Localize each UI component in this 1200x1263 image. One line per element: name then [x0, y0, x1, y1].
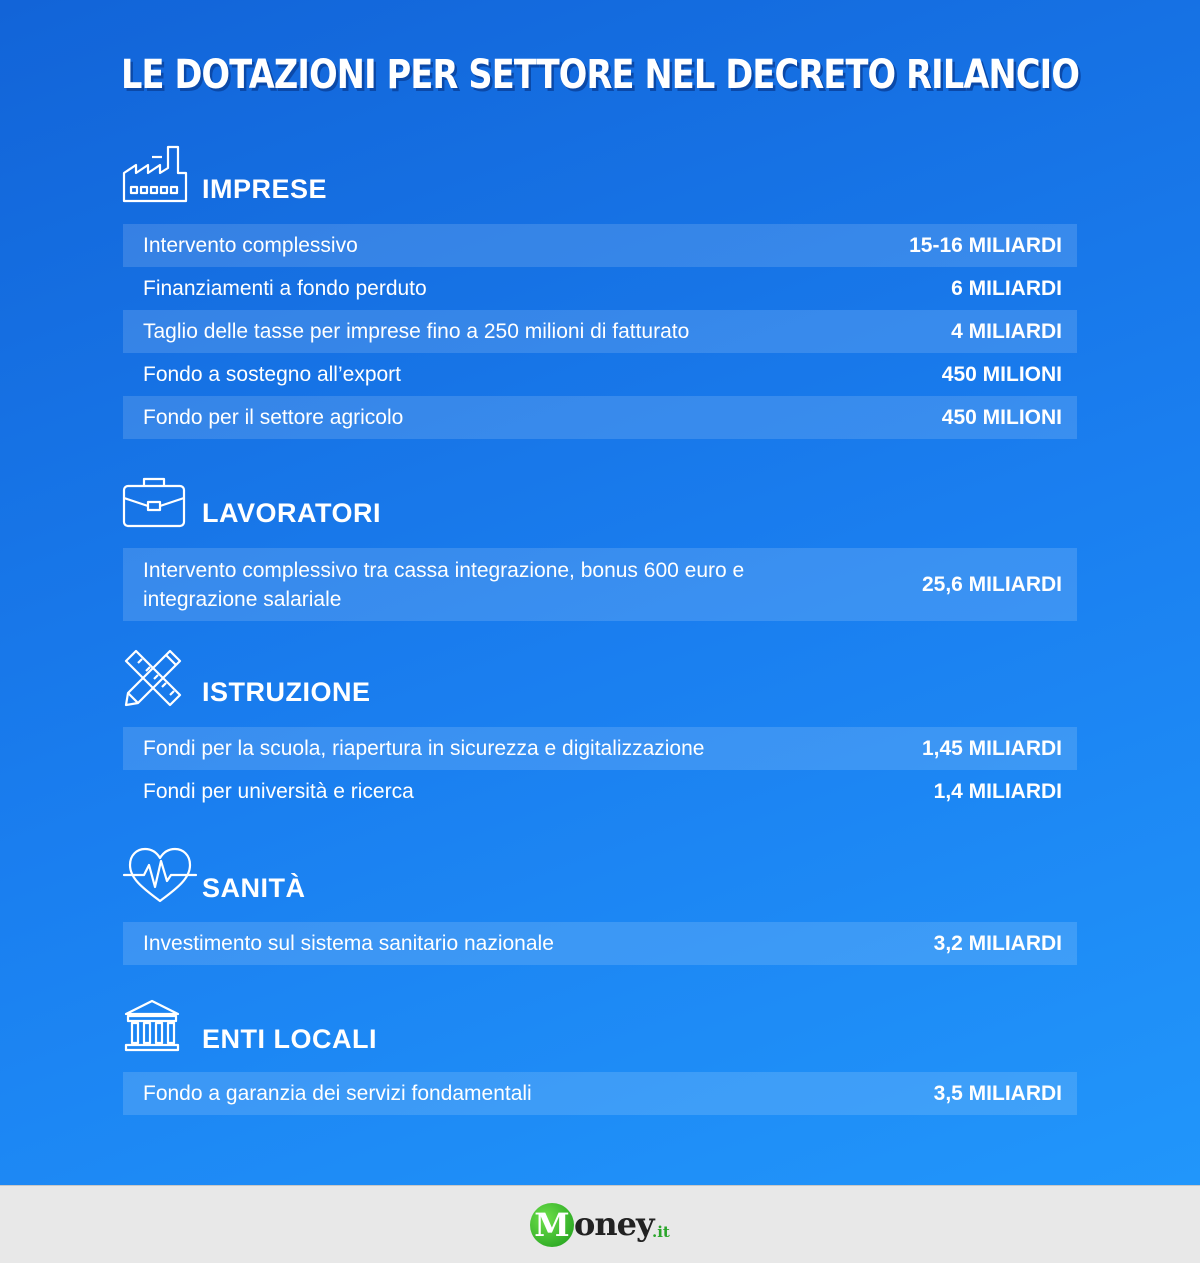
table-row	[123, 353, 1077, 396]
section-header-imprese	[122, 143, 722, 207]
row-value: 6 MILIARDI	[951, 276, 1062, 300]
row-label: Fondo per il settore agricolo	[143, 405, 404, 429]
footer	[0, 1185, 1200, 1263]
section-header-lavoratori	[122, 474, 722, 538]
table-row	[123, 396, 1077, 439]
table-row	[123, 548, 1077, 621]
row-label: Investimento sul sistema sanitario nazionale	[143, 931, 554, 955]
logo-tld: .it	[652, 1223, 670, 1241]
row-value: 450 MILIONI	[941, 405, 1062, 429]
row-label: Intervento complessivo	[143, 233, 358, 257]
row-value: 4 MILIARDI	[951, 319, 1062, 343]
section-header-istruzione	[122, 647, 722, 711]
row-value: 3,5 MILIARDI	[933, 1081, 1062, 1105]
row-value: 15-16 MILIARDI	[909, 233, 1062, 257]
row-value: 3,2 MILIARDI	[933, 931, 1062, 955]
section-label: SANITÀ	[202, 873, 306, 903]
section-label: IMPRESE	[202, 174, 328, 204]
row-label: Taglio delle tasse per imprese fino a 250 milioni di fatturato	[143, 319, 690, 343]
heartbeat-icon	[122, 845, 198, 905]
row-value: 25,6 MILIARDI	[921, 572, 1062, 596]
row-label: Fondi per università e ricerca	[143, 779, 414, 803]
logo-text: oney	[574, 1205, 654, 1243]
table-row	[123, 1072, 1077, 1115]
section-header-sanita	[122, 845, 722, 909]
logo-initial: M	[530, 1203, 574, 1247]
table-row	[123, 770, 1077, 813]
section-label: ISTRUZIONE	[202, 677, 371, 707]
section-label: ENTI LOCALI	[202, 1024, 377, 1054]
row-label: Finanziamenti a fondo perduto	[143, 276, 427, 300]
briefcase-icon	[122, 474, 186, 530]
table-row	[123, 922, 1077, 965]
section-label: LAVORATORI	[202, 498, 381, 528]
table-row	[123, 727, 1077, 770]
ruler-pencil-icon	[122, 647, 184, 709]
row-label: Fondi per la scuola, riapertura in sicurezza e digitalizzazione	[143, 736, 705, 760]
table-row	[123, 224, 1077, 267]
row-value: 1,45 MILIARDI	[921, 736, 1062, 760]
row-value: 1,4 MILIARDI	[933, 779, 1062, 803]
factory-icon	[122, 143, 188, 205]
row-value: 450 MILIONI	[941, 362, 1062, 386]
table-row	[123, 310, 1077, 353]
row-label: Intervento complessivo tra cassa integrazione, bonus 600 euro e integrazione salariale	[143, 558, 745, 611]
page-title: LE DOTAZIONI PER SETTORE NEL DECRETO RILANCIO	[120, 52, 1080, 98]
section-header-enti-locali	[122, 998, 722, 1062]
row-label: Fondo a sostegno all’export	[143, 362, 401, 386]
table-row	[123, 267, 1077, 310]
government-building-icon	[122, 998, 182, 1054]
row-label: Fondo a garanzia dei servizi fondamentali	[143, 1081, 532, 1105]
